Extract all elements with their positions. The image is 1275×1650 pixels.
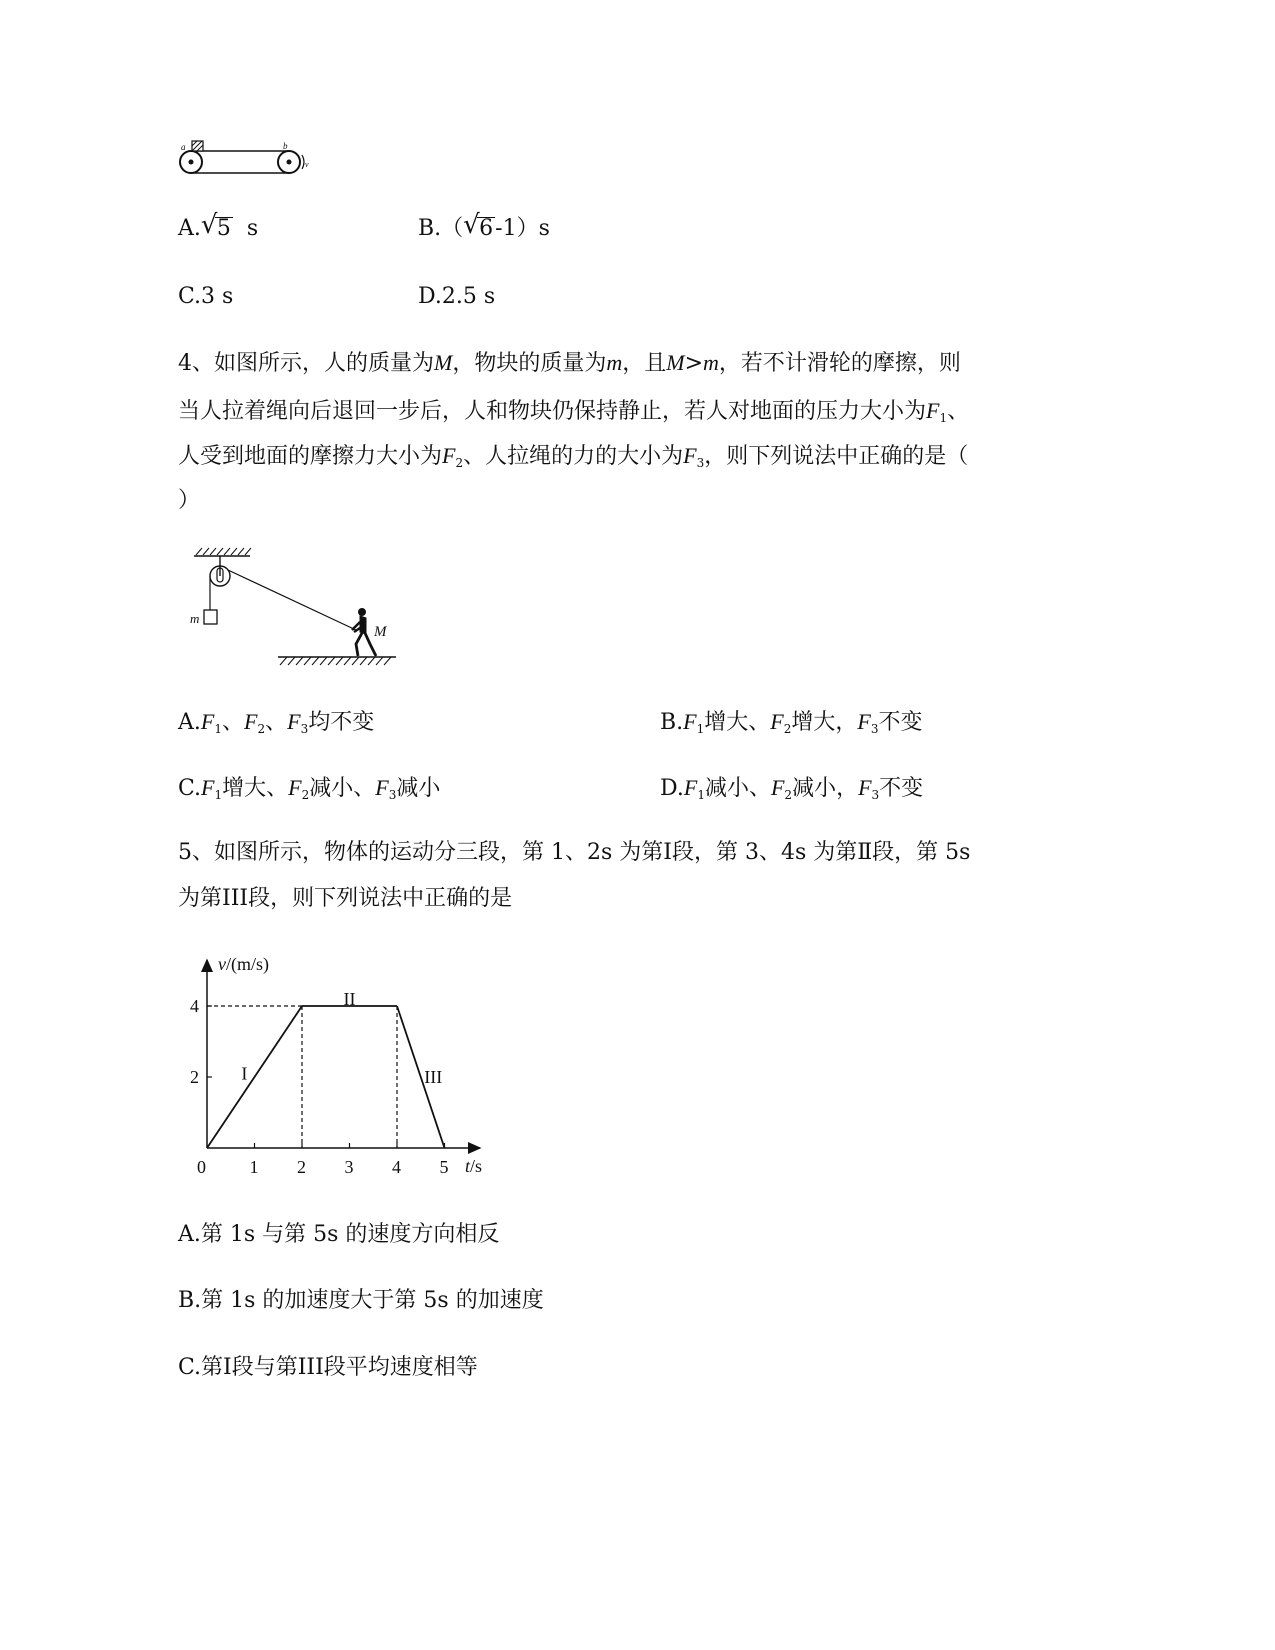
q5-option-c[interactable]: C.第Ⅰ段与第III段平均速度相等 [178, 1355, 478, 1380]
right-pulley-axle [287, 160, 292, 165]
x-tick-label-3: 3 [344, 1157, 354, 1177]
velocity-time-chart [180, 948, 500, 1188]
q5-line-2: 为第III段，则下列说法中正确的是 [178, 886, 513, 911]
x-tick-label-2: 2 [297, 1157, 306, 1177]
segment-label-3: III [424, 1067, 443, 1087]
label-M: M [374, 624, 387, 640]
origin-label: 0 [197, 1157, 206, 1177]
q4-line-4: ） [178, 488, 201, 513]
belt-label-b: b [283, 141, 288, 151]
x-tick-label-5: 5 [439, 1157, 449, 1177]
series-segment-1 [207, 1006, 302, 1148]
left-pulley-axle [189, 160, 194, 165]
q3-option-d[interactable]: D.2.5 s [418, 284, 496, 309]
q4-line-1: 4、如图所示，人的质量为M，物块的质量为m，且M>m，若不计滑轮的摩擦，则 [178, 350, 961, 376]
sqrt-b: √ 6 [463, 210, 494, 241]
sqrt-a: √ 5 [200, 210, 231, 241]
rotation-arrow-icon [302, 155, 304, 169]
pulley-person-figure [184, 544, 404, 674]
label-m: m [190, 611, 200, 626]
x-tick-label-4: 4 [392, 1157, 401, 1177]
q3-option-c[interactable]: C.3 s [178, 284, 234, 309]
x-axis-label: t/s [465, 1156, 483, 1176]
y-tick-label-2: 2 [190, 1067, 199, 1087]
segment-label-2: II [343, 988, 356, 1009]
q5-option-a[interactable]: A.第 1s 与第 5s 的速度方向相反 [178, 1222, 500, 1247]
y-axis-label: v/(m/s) [218, 954, 269, 974]
y-tick-label-4: 4 [190, 996, 199, 1016]
q3-option-b[interactable]: B.（ √ 6-1）s [418, 210, 550, 241]
segment-label-1: I [241, 1063, 248, 1084]
block-m [204, 610, 217, 624]
q3-option-a[interactable]: A. √ 5 s [178, 210, 259, 241]
q4-option-a[interactable]: $A.F_1$、$F_2$、$F_3$均不变 [178, 709, 375, 736]
rope-slant [228, 570, 356, 630]
q5-line-1: 5、如图所示，物体的运动分三段，第 1、2s 为第Ⅰ段，第 3、4s 为第Ⅱ段，第 5s [178, 840, 971, 865]
q5-option-b[interactable]: B.第 1s 的加速度大于第 5s 的加速度 [178, 1288, 544, 1313]
q4-option-c[interactable]: $C.F_1$增大、$F_2$减小、$F_3$减小 [178, 775, 441, 802]
q4-option-d[interactable]: $D.F_1$减小、$F_2$减小，$F_3$不变 [660, 775, 924, 802]
q4-line-3: 人受到地面的摩擦力大小为$F_2$、人拉绳的力的大小为$F_3$，则下列说法中正确的是（ [178, 443, 969, 470]
belt-label-v: v [305, 160, 309, 169]
conveyor-belt-figure [178, 138, 318, 180]
person-icon [352, 609, 376, 657]
q4-line-2: 当人拉着绳向后退回一步后，人和物块仍保持静止，若人对地面的压力大小为$F_1$、 [178, 398, 970, 425]
belt-label-a: a [181, 142, 186, 152]
x-tick-label-1: 1 [249, 1157, 259, 1177]
q4-option-b[interactable]: $B.F_1$增大、$F_2$增大，$F_3$不变 [660, 709, 923, 736]
